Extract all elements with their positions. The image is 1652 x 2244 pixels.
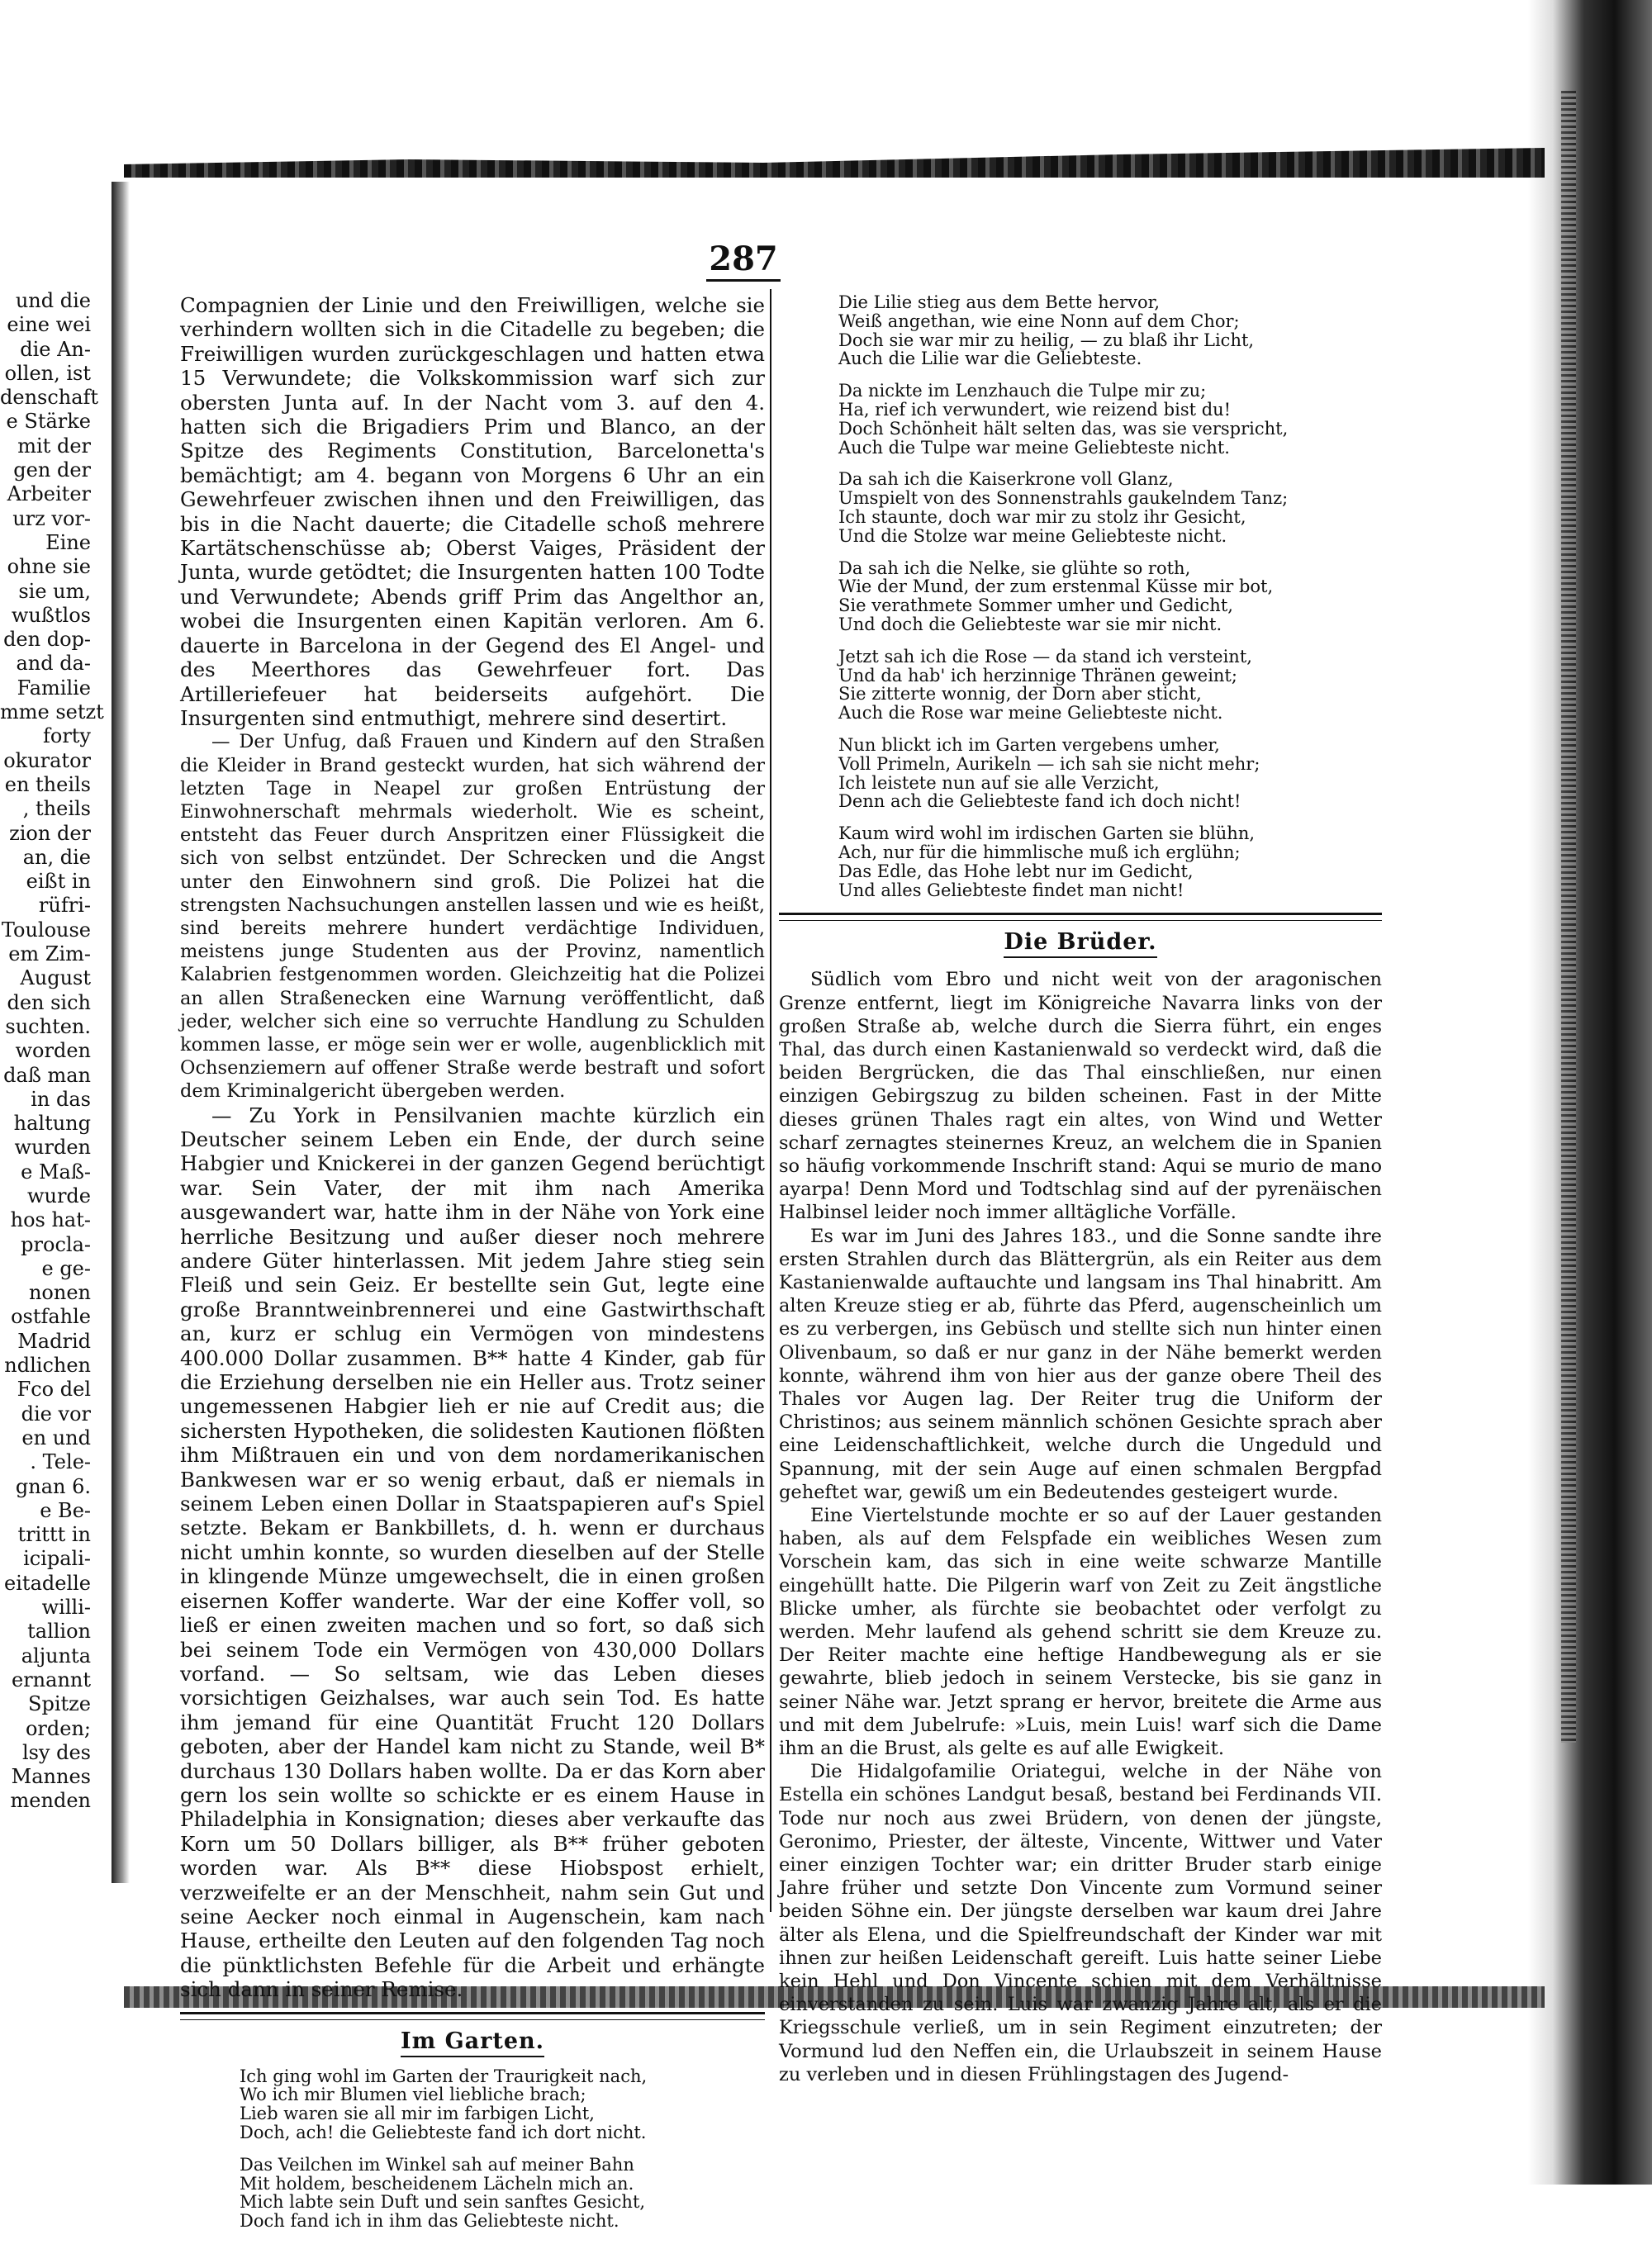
article-barcelona: Compagnien der Linie und den Freiwilligen, welche sie verhindern wollten sich in die Citadelle zu begeben; die Freiwilligen wurden zurückgeschlagen und hatten etwa 15 Verwundete; die Volkskommission warf sich zur obersten Junta auf. In der Nacht vom 3. auf den 4. hatten sich die Brigadiers Prim und Blanco, an der Spitze des Regiments Constitution, Barcelonetta's bemächtigt; am 4. begann von Morgens 6 Uhr an ein Gewehrfeuer zwischen ihnen und den Freiwilligen, das bis in die Nacht dauerte; die Citadelle schoß mehrere Kartätschenschüsse ab; Oberst Vaiges, Präsident der Junta, wurde getödtet; die Insurgenten hatten 100 Todte und Verwundete; Abends griff Prim das Angelthor an, wobei die Insurgenten einen Kapitän verloren. Am 6. dauerte in Barcelona in der Gegend des El Angel- und des Meerthores das Gewehrfeuer fort. Das Artilleriefeuer hat beiderseits aufgehört. Die Insurgenten sind entmuthigt, mehrere sind desertirt. <box>180 293 765 730</box>
poem-im-garten-part2 <box>838 293 1382 899</box>
left-page-fragment-line: eißt in <box>26 870 91 894</box>
poem-title: Im Garten. <box>180 2028 765 2054</box>
left-page-fragment-line: gen der <box>13 458 91 482</box>
poem-line: Ich ging wohl im Garten der Traurigkeit nach, <box>240 2066 648 2086</box>
left-page-fragment-line: wurde <box>26 1184 91 1207</box>
story-paragraph-4: Die Hidalgofamilie Oriategui, welche in der Nähe von Estella ein schönes Landgut besaß, bestand bei Ferdinands VII. Tode nur noch aus zwei Brüdern, von denen der jüngste, Geronimo, Priester, der älteste, Vincente, Wittwer und Vater einer einzigen Tochter war; ein dritter Bruder starb einige Jahre früher und setzte Don Vincente zum Vormund seiner beiden Söhne ein. Der jüngste derselben war kaum drei Jahre älter als Elena, und die Spielfreundschaft der Kinder war mit ihnen zur heißen Leidenschaft gereift. Luis hatte seiner Liebe kein Hehl und Don Vincente schien mit dem Verhältnisse einverstanden zu sein. Luis war zwanzig Jahre alt, als er die Kriegsschule verließ, um in sein Regiment einzutreten; der Vormund lud den Neffen ein, die Urlaubszeit in seinem Hause zu verleben und in diesen Frühlingstagen des Jugend- <box>779 1761 1382 2085</box>
page-number: 287 <box>709 240 778 278</box>
poem-stanza <box>838 736 1382 811</box>
left-page-fragment-line: den dop- <box>3 628 91 652</box>
poem-stanza <box>838 559 1382 634</box>
poem-stanza <box>838 382 1382 457</box>
poem-line: Kaum wird wohl im irdischen Garten sie blühn, <box>838 823 1256 844</box>
left-page-fragment-line: , theils <box>22 797 91 821</box>
poem-line: Da nickte im Lenzhauch die Tulpe mir zu; <box>838 381 1207 401</box>
left-page-fragment-line: an, die <box>22 845 91 869</box>
poem-line: Weiß angethan, wie eine Nonn auf dem Chor; <box>838 311 1240 331</box>
left-page-fragment-line: ernannt <box>12 1668 91 1691</box>
poem-line: Und alles Geliebteste findet man nicht! <box>838 880 1184 900</box>
left-page-fragment-line: and da- <box>16 652 91 676</box>
left-column <box>180 293 765 2244</box>
left-page-fragment-line: tallion <box>27 1620 91 1644</box>
poem-line: Ich staunte, doch war mir zu stolz ihr Gesicht, <box>838 506 1246 527</box>
left-page-fragment-line: und die <box>15 289 91 312</box>
left-page-fragment-line: e Be- <box>40 1498 91 1522</box>
left-page-fragment-line: suchten. <box>5 1014 91 1038</box>
poem-line: Und da hab' ich herzinnige Thränen geweint; <box>838 665 1237 686</box>
column-divider <box>770 289 771 1912</box>
poem-line: Und doch die Geliebteste war sie mir nicht. <box>838 614 1222 634</box>
left-page-fragment-line: Toulouse <box>1 918 91 942</box>
left-page-fragment-line: daß man <box>3 1063 91 1087</box>
poem-line: Mit holdem, bescheidenem Lächeln mich an. <box>240 2173 634 2194</box>
left-page-fragment-line: e Maß- <box>21 1160 91 1184</box>
left-page-fragment-line: die An- <box>20 337 91 361</box>
page-gutter-shadow <box>112 182 130 1883</box>
left-page-fragment-line: Arbeiter <box>7 482 91 506</box>
left-page-fragment-line: em Zim- <box>8 942 91 966</box>
book-spine-edge <box>1528 0 1652 2185</box>
poem-line: Auch die Lilie war die Geliebteste. <box>838 349 1142 369</box>
left-page-fragment-line: icipali- <box>23 1547 91 1571</box>
left-page-fragment-column <box>0 289 104 1814</box>
left-page-fragment-line: hos hat- <box>10 1208 91 1232</box>
poem-line: Umspielt von des Sonnenstrahls gaukelndem Tanz; <box>838 488 1289 509</box>
scan-top-border <box>124 145 1545 178</box>
left-page-fragment-line: willi- <box>41 1596 91 1620</box>
left-page-fragment-line: aljunta <box>21 1644 91 1668</box>
left-page-fragment-line: e ge- <box>41 1256 91 1280</box>
left-page-fragment-line: nonen <box>28 1281 91 1305</box>
poem-stanza <box>838 824 1382 899</box>
left-page-fragment-line: . Tele- <box>30 1450 91 1474</box>
poem-im-garten-part1 <box>240 2067 765 2231</box>
right-column <box>779 293 1382 2086</box>
poem-line: Jetzt sah ich die Rose — da stand ich versteint, <box>838 646 1252 667</box>
left-page-fragment-line: en theils <box>4 772 91 796</box>
poem-line: Ich leistete nun auf sie alle Verzicht, <box>838 772 1160 793</box>
left-page-fragment-line: die vor <box>21 1402 91 1426</box>
poem-line: Ach, nur für die himmlische muß ich erglühn; <box>838 842 1241 862</box>
left-page-fragment-line: in das <box>31 1087 91 1111</box>
left-page-fragment-line: eine wei <box>7 313 91 337</box>
poem-stanza <box>240 2156 765 2231</box>
left-page-fragment-line: orden; <box>25 1716 91 1740</box>
left-page-fragment-line: den sich <box>7 990 91 1014</box>
poem-line: Sie verathmete Sommer umher und Gedicht, <box>838 595 1233 616</box>
poem-line: Da sah ich die Kaiserkrone voll Glanz, <box>838 469 1174 490</box>
article-naples: — Der Unfug, daß Frauen und Kindern auf den Straßen die Kleider in Brand gesteckt wurden, hat sich während der letzten Tage in Neapel zur großen Entrüstung der Einwohnerschaft mehrmals wiederholt. Wie es scheint, entsteht das Feuer durch Anspritzen einer Flüssigkeit die sich von selbst entzündet. Der Schrecken und die Angst unter den Einwohnern sind groß. Die Polizei hat die strengsten Nachsuchungen anstellen lassen und wie es heißt, sind bereits mehrere hundert verdächtige Individuen, meistens junge Studenten aus der Provinz, namentlich Kalabrien festgenommen worden. Gleichzeitig hat die Polizei an allen Straßenecken eine Warnung veröffentlicht, daß jeder, welcher sich eine so verruchte Handlung zu Schulden kommen lasse, er möge sein wer er wolle, augenblicklich mit Ochsenziemern auf offener Straße werde bestraft und sofort dem Kriminalgericht übergeben werden. <box>180 731 765 1103</box>
poem-line: Sie zitterte wonnig, der Dorn aber sticht, <box>838 684 1202 705</box>
poem-line: Nun blickt ich im Garten vergebens umher, <box>838 734 1220 755</box>
left-page-fragment-line: Familie <box>17 676 91 700</box>
left-page-fragment-line: ollen, ist <box>4 361 91 385</box>
left-page-fragment-line: menden <box>10 1789 91 1813</box>
left-page-fragment-line: Mannes <box>11 1765 91 1789</box>
section-rule <box>779 913 1382 921</box>
poem-line: Ha, rief ich verwundert, wie reizend bist du! <box>838 399 1232 420</box>
left-page-fragment-line: Fco del <box>17 1378 91 1402</box>
poem-line: Mich labte sein Duft und sein sanftes Gesicht, <box>240 2192 646 2213</box>
poem-line: Doch Schönheit hält selten das, was sie verspricht, <box>838 418 1289 439</box>
left-page-fragment-line: urz vor- <box>12 506 91 530</box>
left-page-fragment-line: haltung <box>13 1112 91 1136</box>
poem-line: Voll Primeln, Aurikeln — ich sah sie nicht mehr; <box>838 753 1260 774</box>
story-title: Die Brüder. <box>779 929 1382 955</box>
page-number-rule <box>706 279 781 282</box>
poem-stanza <box>240 2067 765 2142</box>
poem-stanza <box>838 470 1382 545</box>
poem-line: Doch fand ich in ihm das Geliebteste nicht. <box>240 2211 620 2232</box>
left-page-fragment-line: wußtlos <box>11 603 91 627</box>
poem-line: Lieb waren sie all mir im farbigen Licht, <box>240 2104 595 2124</box>
left-page-fragment-line: mme setzt <box>0 700 104 724</box>
section-rule <box>180 2012 765 2020</box>
left-page-fragment-line: mit der <box>17 434 91 458</box>
poem-line: Die Lilie stieg aus dem Bette hervor, <box>838 292 1161 312</box>
left-page-fragment-line: en und <box>21 1426 91 1449</box>
left-page-fragment-line: Madrid <box>17 1329 91 1353</box>
poem-line: Doch, ach! die Geliebteste fand ich dort nicht. <box>240 2122 647 2142</box>
left-page-fragment-line: wurden <box>14 1136 91 1160</box>
left-page-fragment-line: procla- <box>21 1232 91 1256</box>
left-page-fragment-line: zion der <box>9 821 91 845</box>
poem-line: Doch sie war mir zu heilig, — zu blaß ihr Licht, <box>838 330 1255 350</box>
left-page-fragment-line: worden <box>15 1039 91 1063</box>
left-page-fragment-line: eitadelle <box>4 1571 91 1595</box>
left-page-fragment-line: rüfri- <box>38 894 91 918</box>
left-page-fragment-line: ohne sie <box>7 555 91 579</box>
story-paragraph-1: Südlich vom Ebro und nicht weit von der aragonischen Grenze entfernt, liegt im Königreiche Navarra links von der großen Straße ab, welche durch die Sierra führt, ein enges Thal, das durch einen Kastanienwald so verdeckt wird, daß die beiden Bergrücken, die das Thal einschließen, nur einen einzigen Gebirgszug zu bilden scheinen. Fast in der Mitte dieses grünen Thales ragt ein altes, von Wind und Wetter scharf zernagtes steinernes Kreuz, an welchem die in Spanien so häufig vorkommende Inschrift stand: Aqui se murio de mano ayarpa! Denn Mord und Todtschlag sind auf der pyrenäischen Halbinsel leider noch immer alltägliche Vorfälle. <box>779 969 1382 1224</box>
poem-line: Denn ach die Geliebteste fand ich doch nicht! <box>838 791 1241 812</box>
left-page-fragment-line: trittt in <box>17 1523 91 1547</box>
left-page-fragment-line: lsy des <box>21 1740 91 1764</box>
left-page-fragment-line: ndlichen <box>4 1354 91 1378</box>
poem-line: Auch die Tulpe war meine Geliebteste nicht. <box>838 437 1230 458</box>
left-page-fragment-line: gnan 6. <box>15 1474 91 1498</box>
poem-stanza <box>838 293 1382 368</box>
poem-line: Wie der Mund, der zum erstenmal Küsse mir bot, <box>838 576 1274 597</box>
poem-stanza <box>838 648 1382 723</box>
story-paragraph-2: Es war im Juni des Jahres 183., und die Sonne sandte ihre ersten Strahlen durch das Blättergrün, als ein Reiter aus dem Kastanienwalde auftauchte und langsam ins Thal hinabritt. Am alten Kreuze stieg er ab, führte das Pferd, augenscheinlich um es zu verbergen, ins Gebüsch und stellte sich nun hinter einen Olivenbaum, so daß er nur ganz in der Nähe bemerkt werden konnte, während ihm von hier aus der ganze obere Theil des Thales vor Augen lag. Der Reiter trug die Uniform der Christinos; aus seinem männlich schönen Gesichte sprach aber eine Leidenschaftlichkeit, welche durch die Ungeduld und Spannung, mit der sein Auge auf einen schmalen Bergpfad geheftet war, gewiß um ein Bedeutendes gesteigert wurde. <box>779 1225 1382 1503</box>
poem-line: Da sah ich die Nelke, sie glühte so roth, <box>838 557 1191 578</box>
left-page-fragment-line: Eine <box>45 530 91 554</box>
left-page-fragment-line: forty <box>42 724 91 748</box>
poem-line: Das Veilchen im Winkel sah auf meiner Bahn <box>240 2154 634 2175</box>
left-page-fragment-line: okurator <box>3 748 91 772</box>
poem-line: Wo ich mir Blumen viel liebliche brach; <box>240 2085 586 2105</box>
poem-line: Und die Stolze war meine Geliebteste nicht. <box>838 525 1227 546</box>
poem-line: Das Edle, das Hohe lebt nur im Gedicht, <box>838 861 1194 881</box>
left-page-fragment-line: sie um, <box>18 579 91 603</box>
story-paragraph-3: Eine Viertelstunde mochte er so auf der Lauer gestanden haben, als auf dem Felspfade ein weibliches Wesen zum Vorschein kam, das sich in eine weite schwarze Mantille eingehüllt hatte. Die Pilgerin warf von Zeit zu Zeit ängstliche Blicke umher, als fürchte sie beobachtet oder verfolgt zu werden. Mehr laufend als gehend schritt sie dem Kreuze zu. Der Reiter machte eine heftige Handbewegung als er sie gewahrte, blieb jedoch in seinem Verstecke, bis sie ganz in seiner Nähe war. Jetzt sprang er hervor, breitete die Arme aus und mit dem Jubelrufe: »Luis, mein Luis! warf sich die Dame ihm an die Brust, als gelte es auf alle Ewigkeit. <box>779 1504 1382 1760</box>
left-page-fragment-line: ostfahle <box>11 1305 91 1329</box>
left-page-fragment-line: denschaft <box>0 386 99 410</box>
poem-line: Auch die Rose war meine Geliebteste nicht. <box>838 703 1223 723</box>
article-york: — Zu York in Pensilvanien machte kürzlich ein Deutscher seinem Leben ein Ende, der durch seine Habgier und Knickerei in der ganzen Gegend berüchtigt war. Sein Vater, der mit ihm nach Amerika ausgewandert war, hatte ihm in der Nähe von York eine herrliche Besitzung und außer dieser noch mehrere andere Güter hinterlassen. Mit jedem Jahre stieg sein Fleiß und sein Geiz. Er bestellte sein Gut, legte eine große Branntweinbrennerei und eine Gastwirthschaft an, kurz er schlug ein Vermögen von mindestens 400.000 Dollar zusammen. B** hatte 4 Kinder, gab für die Erziehung derselben nie ein Heller aus. Trotz seiner ungemessenen Habgier lieh er nie auf Credit aus; die sichersten Hypotheken, die solidesten Kautionen flößten ihm Mißtrauen ein und von dem nordamerikanischen Bankwesen war er so wenig erbaut, daß er niemals in seinem Leben einen Dollar in Staatspapieren auf's Spiel setzte. Bekam er Bankbillets, d. h. wenn er durchaus nicht umhin konnte, so wurden dieselben auf der Stelle in klingende Münze umgewechselt, die in einen großen eisernen Koffer wanderte. War der eine Koffer voll, so ließ er einen zweiten machen und so fort, so daß sich bei seinem Tode ein Vermögen von 430,000 Dollars vorfand. — So seltsam, wie das Leben dieses vorsichtigen Geizhalses, war auch sein Tod. Es hatte ihm jemand für eine Quantität Frucht 120 Dollars geboten, aber der Handel kam nicht zu Stande, weil B* durchaus 130 Dollars haben wollte. Da er das Korn aber gern los sein wollte so schickte er es einem Hause in Philadelphia in Konsignation; dieses aber verkaufte das Korn um 50 Dollars billiger, als B** früher geboten worden war. Als B** diese Hiobspost erhielt, verzweifelte er an der Menschheit, nahm sein Gut und seine Aecker noch einmal in Augenschein, kam nach Hause, ertheilte den Leuten auf den folgenden Tag noch die pünktlichsten Befehle für die Arbeit und erhängte sich dann in seiner Remise. <box>180 1103 765 2002</box>
left-page-fragment-line: e Stärke <box>6 410 91 434</box>
left-page-fragment-line: Spitze <box>28 1692 91 1716</box>
left-page-fragment-line: August <box>20 966 91 990</box>
